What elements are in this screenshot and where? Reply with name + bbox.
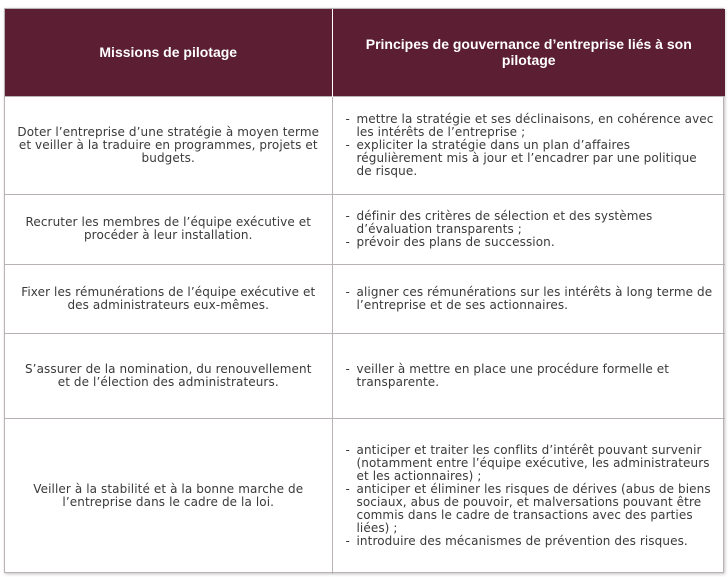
principle-item: - anticiper et éliminer les risques de dérives (abus de biens sociaux, abus de pouvoir, et malversations pouvant être commis dans le cadre de transactions avec des parties liées) ; bbox=[346, 483, 716, 535]
principle-item: - mettre la stratégie et ses déclinaisons, en cohérence avec les intérêts de l’entreprise ; bbox=[346, 113, 716, 139]
principle-item: - veiller à mettre en place une procédure formelle et transparente. bbox=[346, 363, 716, 389]
table-header-row bbox=[5, 9, 725, 96]
mission-cell: Recruter les membres de l’équipe exécutive et procéder à leur installation. bbox=[5, 194, 332, 264]
principles-cell bbox=[332, 418, 725, 574]
principle-item: - aligner ces rémunérations sur les intérêts à long terme de l’entreprise et de ses actionnaires. bbox=[346, 286, 716, 312]
principle-item: - définir des critères de sélection et des systèmes d’évaluation transparents ; bbox=[346, 210, 716, 236]
principles-cell bbox=[332, 194, 725, 264]
principles-list bbox=[346, 286, 716, 312]
principle-item: - introduire des mécanismes de prévention des risques. bbox=[346, 535, 716, 548]
principles-cell bbox=[332, 333, 725, 418]
table-row bbox=[5, 418, 725, 574]
header-missions: Missions de pilotage bbox=[5, 9, 332, 96]
governance-table-grid bbox=[5, 9, 725, 574]
table-row bbox=[5, 264, 725, 333]
mission-cell: S’assurer de la nomination, du renouvellement et de l’élection des administrateurs. bbox=[5, 333, 332, 418]
principles-list bbox=[346, 363, 716, 389]
table-row bbox=[5, 96, 725, 194]
table-row bbox=[5, 333, 725, 418]
principle-item: - anticiper et traiter les conflits d’intérêt pouvant survenir (notamment entre l’équipe exécutive, les administrateurs et les actionnaires) ; bbox=[346, 444, 716, 483]
principles-list bbox=[346, 444, 716, 548]
principles-list bbox=[346, 113, 716, 178]
header-principles: Principes de gouvernance d’entreprise liés à son pilotage bbox=[332, 9, 725, 96]
principle-item: - prévoir des plans de succession. bbox=[346, 236, 716, 249]
table-row bbox=[5, 194, 725, 264]
principle-item: - expliciter la stratégie dans un plan d’affaires régulièrement mis à jour et l’encadrer par une politique de risque. bbox=[346, 139, 716, 178]
governance-table bbox=[4, 8, 724, 573]
mission-cell: Doter l’entreprise d’une stratégie à moyen terme et veiller à la traduire en programmes, projets et budgets. bbox=[5, 96, 332, 194]
principles-list bbox=[346, 210, 716, 249]
principles-cell bbox=[332, 264, 725, 333]
mission-cell: Veiller à la stabilité et à la bonne marche de l’entreprise dans le cadre de la loi. bbox=[5, 418, 332, 574]
principles-cell bbox=[332, 96, 725, 194]
mission-cell: Fixer les rémunérations de l’équipe exécutive et des administrateurs eux-mêmes. bbox=[5, 264, 332, 333]
